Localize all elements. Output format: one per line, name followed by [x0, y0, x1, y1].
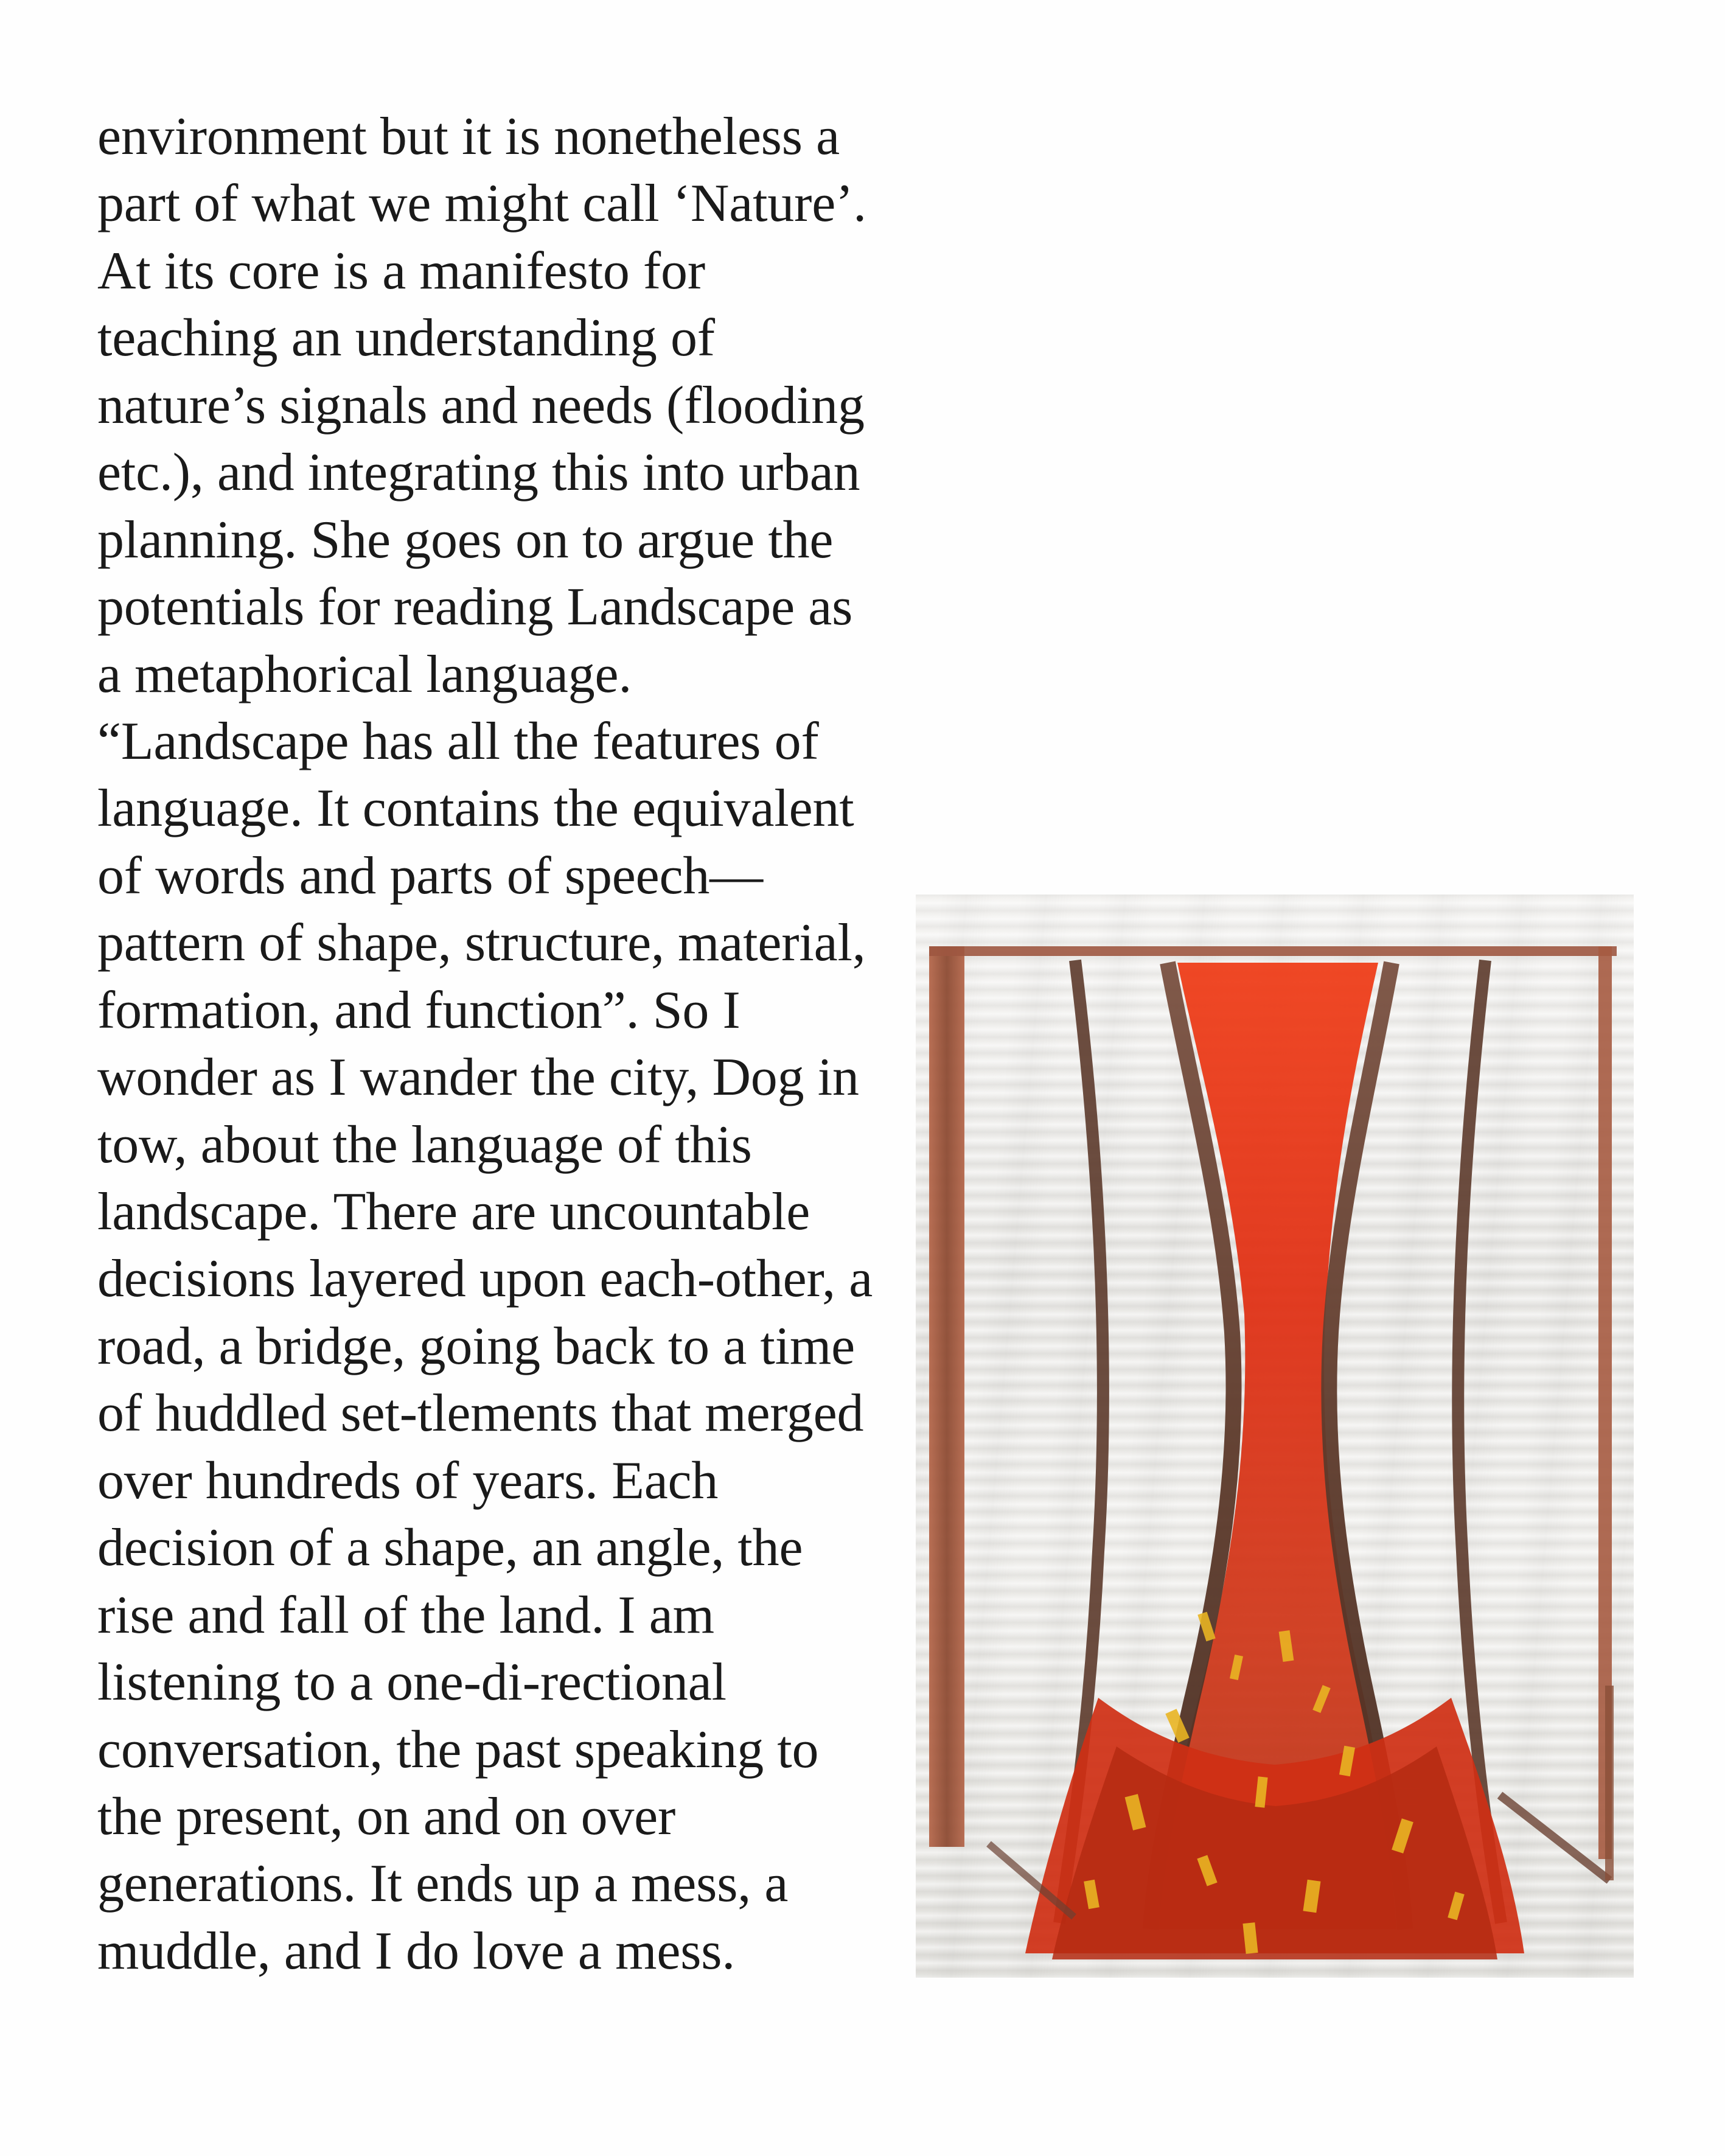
- artwork-illustration: [916, 895, 1634, 1978]
- body-paragraph: environment but it is nonetheless a part of what we might call ‘Nature’. At its core is a manifesto for teaching an understanding of nature’s signals and needs (flooding etc.), and integrating this into urban planning. She goes on to argue the potentials for reading Landscape as a metaphorical language. “Landscape has all the features of language. It contains the equivalent of words and parts of speech— pattern of shape, structure, material, formation, and function”. So I wonder as I wander the city, Dog in tow, about the language of this landscape. There are uncountable decisions layered upon each-other, a road, a bridge, going back to a time of huddled set-tlements that merged over hundreds of years. Each decision of a shape, an angle, the rise and fall of the land. I am listening to a one-di-rectional conversation, the past speaking to the present, on and on over generations. It ends up a mess, a muddle, and I do love a mess.: [97, 107, 873, 1981]
- figure-artwork: [916, 895, 1634, 1978]
- figure-frame: [916, 895, 1634, 1978]
